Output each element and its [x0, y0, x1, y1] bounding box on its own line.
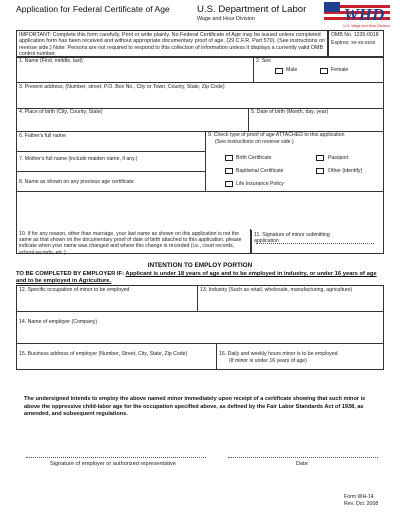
business-address-input[interactable] [19, 359, 212, 368]
birthplace-input[interactable] [19, 117, 244, 129]
proof-of-age-note: (See instructions on reverse side.) [215, 139, 294, 145]
industry-label: 13. Industry (Such as retail, wholesale, manufacturing, agriculture) [200, 287, 353, 293]
date-line[interactable] [228, 457, 378, 458]
question-10-text: 10. If for any reason, other than marriage, your last name as shown on this application is not the same as that shown on the documentary proof of date of birth attached to this application, please indicate when your name was changed and where this change is recorded (i.e., court records, school records, etc.) [19, 231, 242, 256]
employer-statement: The undersigned intends to employ the above named minor immediately upon receipt of a certificate showing that such minor is above the oppressive child-labor age for the occupation specified above, as defined by the Fair Labor Standards Act of 1938, as amended, and subsequent regulations. [24, 396, 366, 418]
birth-certificate-label: Birth Certificate [236, 155, 272, 161]
birthdate-input[interactable] [251, 117, 381, 129]
life-insurance-label: Life Insurance Policy [236, 181, 284, 187]
life-insurance-checkbox[interactable] [225, 181, 233, 187]
other-checkbox[interactable] [316, 168, 324, 174]
whd-logo [324, 2, 390, 30]
address-input[interactable] [19, 92, 379, 106]
proof-of-age-label: 9. Check type of proof of age ATTACHED to this application [208, 132, 345, 138]
birthdate-label: 5. Date of birth (Month, day, year) [251, 109, 329, 115]
logo-caption: U.S. Wage and Hour Division [343, 24, 390, 28]
baptismal-certificate-checkbox[interactable] [225, 168, 233, 174]
employer-signature-line[interactable] [26, 457, 206, 458]
minor-signature-label: 11. Signature of minor submitting application [254, 232, 330, 245]
company-input[interactable] [19, 327, 379, 341]
female-checkbox[interactable] [320, 68, 328, 74]
business-address-label: 15. Business address of employer (Number, Street, City, State, Zip Code) [19, 351, 188, 357]
name-input[interactable] [19, 66, 249, 80]
baptismal-certificate-label: Baptismal Certificate [236, 168, 284, 174]
division-name: Wage and Hour Division [197, 16, 255, 22]
father-input[interactable] [19, 141, 201, 150]
industry-input[interactable] [200, 295, 380, 309]
previous-name-input[interactable] [19, 186, 201, 191]
important-notice: IMPORTANT: Complete this form carefully. Print or write plainly. No Federal Certificate of Age may be issued unless completed application form has been received and without appropriate documentary proof of age. (29 C.F.R. Part 570). (See instructions on reverse side.) Note: Persons are not required to respond to this collection of information unless it displays a currently valid OMB control number. [19, 32, 325, 58]
date-label: Date [296, 461, 308, 467]
employer-condition-lead: TO BE COMPLETED BY EMPLOYER IF: [16, 271, 125, 277]
other-label: Other (identify) [328, 168, 363, 174]
father-label: 6. Father's full name [19, 133, 66, 139]
hours-note: (If minor is under 16 years of age) [229, 358, 307, 364]
female-label: Female [331, 67, 349, 73]
employer-condition-text: Applicant is under 18 years of age and to be employed in industry, or under 16 years of age and to be employed in Agriculture. [16, 271, 377, 285]
address-label: 3. Present address, (Number, street, P.O. Box No., City or Town, County, State, Zip Code) [19, 84, 225, 90]
mother-input[interactable] [19, 163, 201, 170]
company-label: 14. Name of employer (Company) [19, 319, 98, 325]
omb-expires: Expires: xx-xx-xxxx [331, 40, 376, 46]
name-label: 1. Name (First, middle, last) [19, 58, 83, 64]
form-title: Application for Federal Certificate of Age [16, 4, 170, 14]
employer-section-heading: INTENTION TO EMPLOY PORTION [147, 262, 253, 269]
occupation-label: 12. Specific occupation of minor to be employed [19, 287, 130, 293]
passport-checkbox[interactable] [316, 155, 324, 161]
male-checkbox[interactable] [275, 68, 283, 74]
omb-number: OMB No. 1235-0018 [331, 32, 379, 38]
hours-label: 16. Daily and weekly hours minor is to be employed [219, 351, 338, 357]
previous-name-label: 8. Name as shown on any previous age certificate [19, 179, 134, 185]
form-number: Form WH-14 [344, 494, 374, 500]
birth-certificate-checkbox[interactable] [225, 155, 233, 161]
occupation-input[interactable] [19, 295, 193, 309]
birthplace-label: 4. Place of birth (City, County, State) [19, 109, 103, 115]
employer-condition [16, 271, 384, 285]
sex-label: 2. Sex [256, 58, 271, 64]
passport-label: Passport [328, 155, 349, 161]
employer-signature-label: Signature of employer or authorized representative [50, 461, 176, 467]
form-revision: Rev. Oct. 2008 [344, 501, 379, 507]
department-name: U.S. Department of Labor [197, 4, 307, 15]
male-label: Male [286, 67, 298, 73]
whd-logo-mark [324, 2, 390, 24]
mother-label: 7. Mother's full name (include maiden name, if any.) [19, 156, 138, 162]
minor-signature-line[interactable] [256, 243, 374, 244]
svg-text:WHD: WHD [343, 5, 385, 24]
